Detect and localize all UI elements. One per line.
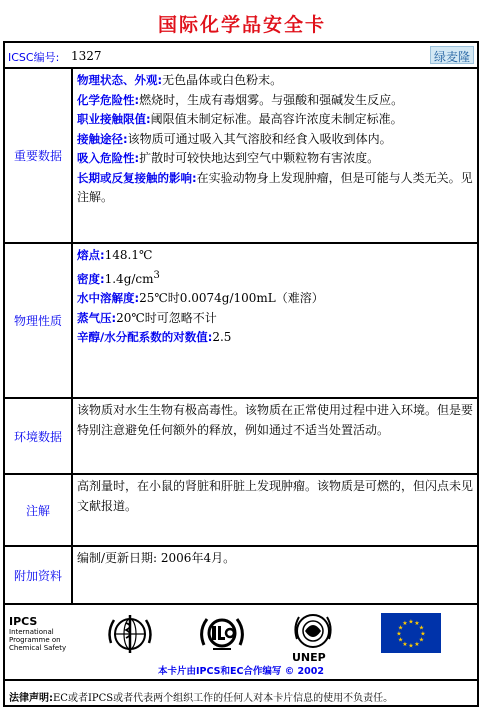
eu-star-icon: ★: [396, 630, 402, 638]
section-physical-properties: [5, 244, 477, 399]
section-notes: [5, 475, 477, 547]
section-label: 附加资料: [5, 547, 73, 603]
eu-star-icon: ★: [414, 640, 420, 648]
section-label: 物理性质: [5, 244, 73, 397]
ipcs-logo: IPCS International Programme on Chemical Safety: [9, 615, 67, 652]
card-header: [5, 43, 477, 69]
eu-star-icon: ★: [397, 636, 404, 644]
eu-star-icon: ★: [397, 624, 404, 632]
field-exposure-limits: 职业接触限值:阈限值未制定标准。最高容许浓度未制定标准。: [77, 112, 403, 126]
section-body: 该物质对水生生物有极高毒性。该物质在正常使用过程中进入环境。但是要特别注意避免任何额外的释放，例如通过不适当处置活动。: [77, 403, 474, 437]
eu-star-icon: ★: [402, 620, 408, 628]
section-additional-info: [5, 547, 477, 605]
field-melting-point: 熔点:148.1℃: [77, 248, 153, 262]
section-body: [77, 246, 474, 348]
unep-text: UNEP: [292, 651, 326, 664]
field-inhalation-risk: 吸入危险性:扩散时可较快地达到空气中颗粒物有害浓度。: [77, 151, 380, 165]
unep-logo-icon: [291, 611, 335, 651]
icsc-number: 1327: [71, 49, 102, 63]
chemical-name: 绿麦隆: [430, 46, 474, 64]
field-vapor-pressure: 蒸气压:20℃时可忽略不计: [77, 310, 217, 325]
field-physical-state: 物理状态、外观:无色晶体或白色粉末。: [77, 73, 283, 87]
eu-star-icon: ★: [414, 620, 420, 628]
eu-star-icon: ★: [402, 640, 408, 648]
section-environmental-data: [5, 399, 477, 475]
chemical-safety-card: [3, 41, 479, 707]
section-body: 编制/更新日期: 2006年4月。: [77, 551, 236, 565]
field-long-term-effects: 长期或反复接触的影响:在实验动物身上发现肿瘤，但是可能与人类无关。见注解。: [77, 170, 473, 204]
section-body: [77, 71, 474, 208]
eu-star-icon: ★: [418, 636, 425, 644]
eu-flag-icon: [381, 613, 441, 653]
section-body: 高剂量时，在小鼠的肾脏和肝脏上发现肿瘤。该物质是可燃的，但闪点未见文献报道。: [77, 479, 474, 513]
eu-star-icon: ★: [408, 618, 414, 626]
field-exposure-routes: 接触途径:该物质可通过吸入其气溶胶和经食入吸收到体内。: [77, 131, 392, 146]
section-label: 重要数据: [5, 69, 73, 242]
field-density: 密度$:1.4g/cm^3$: [77, 269, 160, 286]
field-log-kow: 辛醇/水分配系数的对数值:2.5: [77, 330, 232, 344]
section-label: 注解: [5, 475, 73, 545]
legal-notice: 法律声明:EC或者IPCS或者代表两个组织工作的任何人对本卡片信息的使用不负责任。: [9, 693, 394, 704]
eu-star-icon: ★: [418, 624, 425, 632]
icsc-label: ICSC编号:: [8, 51, 60, 64]
eu-star-icon: ★: [408, 642, 414, 650]
logo-strip: [5, 605, 477, 681]
field-chemical-hazard: 化学危险性:燃烧时，生成有毒烟雾。与强酸和强碱发生反应。: [77, 92, 404, 107]
eu-star-icon: ★: [420, 630, 426, 638]
card-title: 国际化学品安全卡: [157, 14, 326, 36]
section-label: 环境数据: [5, 399, 73, 473]
ilo-logo-icon: [197, 611, 247, 657]
who-logo-icon: [105, 611, 155, 657]
copyright-notice: 本卡片由IPCS和EC合作编写 © 2002: [157, 666, 324, 677]
field-water-solubility: 水中溶解度:25℃时0.0074g/100mL（难溶）: [77, 291, 324, 305]
section-important-data: [5, 69, 477, 244]
